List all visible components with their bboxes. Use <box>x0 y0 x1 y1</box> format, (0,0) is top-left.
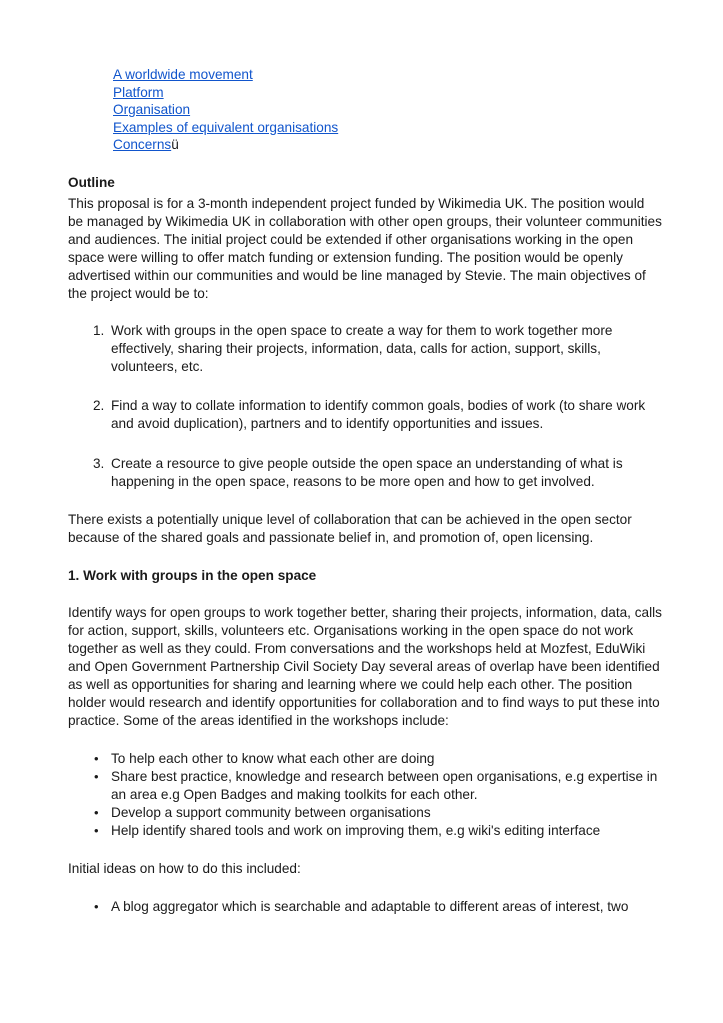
toc-link-platform[interactable]: Platform <box>113 84 164 100</box>
outline-heading: Outline <box>68 174 115 190</box>
toc-link-equivalent-organisations[interactable]: Examples of equivalent organisations <box>113 119 339 135</box>
list-item <box>68 898 663 916</box>
list-number: 2. <box>93 398 105 414</box>
toc-row <box>113 84 663 102</box>
outline-paragraph: This proposal is for a 3-month independent project funded by Wikimedia UK. The position would be managed by Wikimedia UK in collaboration with other open groups, their volunteer communities and audiences. The initial project could be extended if other organisations working in the open space were willing to offer match funding or extension funding. The position would be openly advertised within our communities and would be line managed by Stevie. The main objectives of the project would be to: <box>68 195 662 301</box>
list-item <box>68 804 663 822</box>
list-item <box>68 768 663 804</box>
bullet-icon: • <box>94 804 99 820</box>
toc-row <box>113 136 663 154</box>
bullet-icon: • <box>94 822 99 838</box>
list-item <box>68 750 663 768</box>
section-1-heading: 1. Work with groups in the open space <box>68 567 317 583</box>
collaboration-paragraph: There exists a potentially unique level of collaboration that can be achieved in the open sector because of the shared goals and passionate belief in, and promotion of, open licensing. <box>68 511 632 545</box>
list-item-text: Create a resource to give people outside the open space an understanding of what is happening in the open space, reasons to be more open and how to get involved. <box>111 455 623 489</box>
areas-list <box>68 750 663 840</box>
section-1-paragraph: Identify ways for open groups to work together better, sharing their projects, information, data, calls for action, support, skills, volunteers etc. Organisations working in the open space do not work together as well as they could. From conversations and the workshops held at Mozfest, EduWiki and Open Government Partnership Civil Society Day several areas of overlap have been identified as well as opportunities for sharing and learning where we could help each other. The position holder would research and identify opportunities for collaboration and to find ways to put these into practice. Some of the areas identified in the workshops include: <box>68 604 662 729</box>
ideas-intro: Initial ideas on how to do this included: <box>68 861 301 877</box>
list-item-text: Find a way to collate information to identify common goals, bodies of work (to share work and avoid duplication), partners and to identify opportunities and issues. <box>111 398 646 432</box>
ideas-list <box>68 898 663 916</box>
list-item-text: A blog aggregator which is searchable and adaptable to different areas of interest, two <box>111 899 629 915</box>
list-item <box>68 322 663 376</box>
toc-link-organisation[interactable]: Organisation <box>113 102 191 117</box>
list-item-text: Work with groups in the open space to create a way for them to work together more effectively, sharing their projects, information, data, calls for action, support, skills, volunteers, etc. <box>111 323 613 375</box>
toc-row <box>113 119 663 137</box>
list-number: 3. <box>93 455 105 471</box>
list-item-text: To help each other to know what each other are doing <box>111 750 435 766</box>
list-item <box>68 397 663 433</box>
toc-link-concerns[interactable]: Concerns <box>113 137 172 152</box>
toc-row <box>113 66 663 84</box>
table-of-contents <box>113 66 663 154</box>
objectives-list <box>68 322 663 491</box>
bullet-icon: • <box>94 768 99 784</box>
toc-row <box>113 101 663 119</box>
list-item <box>68 455 663 491</box>
toc-link-worldwide-movement[interactable]: A worldwide movement <box>113 67 253 82</box>
bullet-icon: • <box>94 750 99 766</box>
list-item-text: Develop a support community between organisations <box>111 804 431 820</box>
toc-suffix: ü <box>171 137 179 152</box>
list-item-text: Share best practice, knowledge and research between open organisations, e.g expertise in an area e.g Open Badges and making toolkits for each other. <box>111 768 658 802</box>
list-item <box>68 822 663 840</box>
list-number: 1. <box>93 323 105 339</box>
list-item-text: Help identify shared tools and work on improving them, e.g wiki's editing interface <box>111 822 601 838</box>
bullet-icon: • <box>94 899 99 915</box>
